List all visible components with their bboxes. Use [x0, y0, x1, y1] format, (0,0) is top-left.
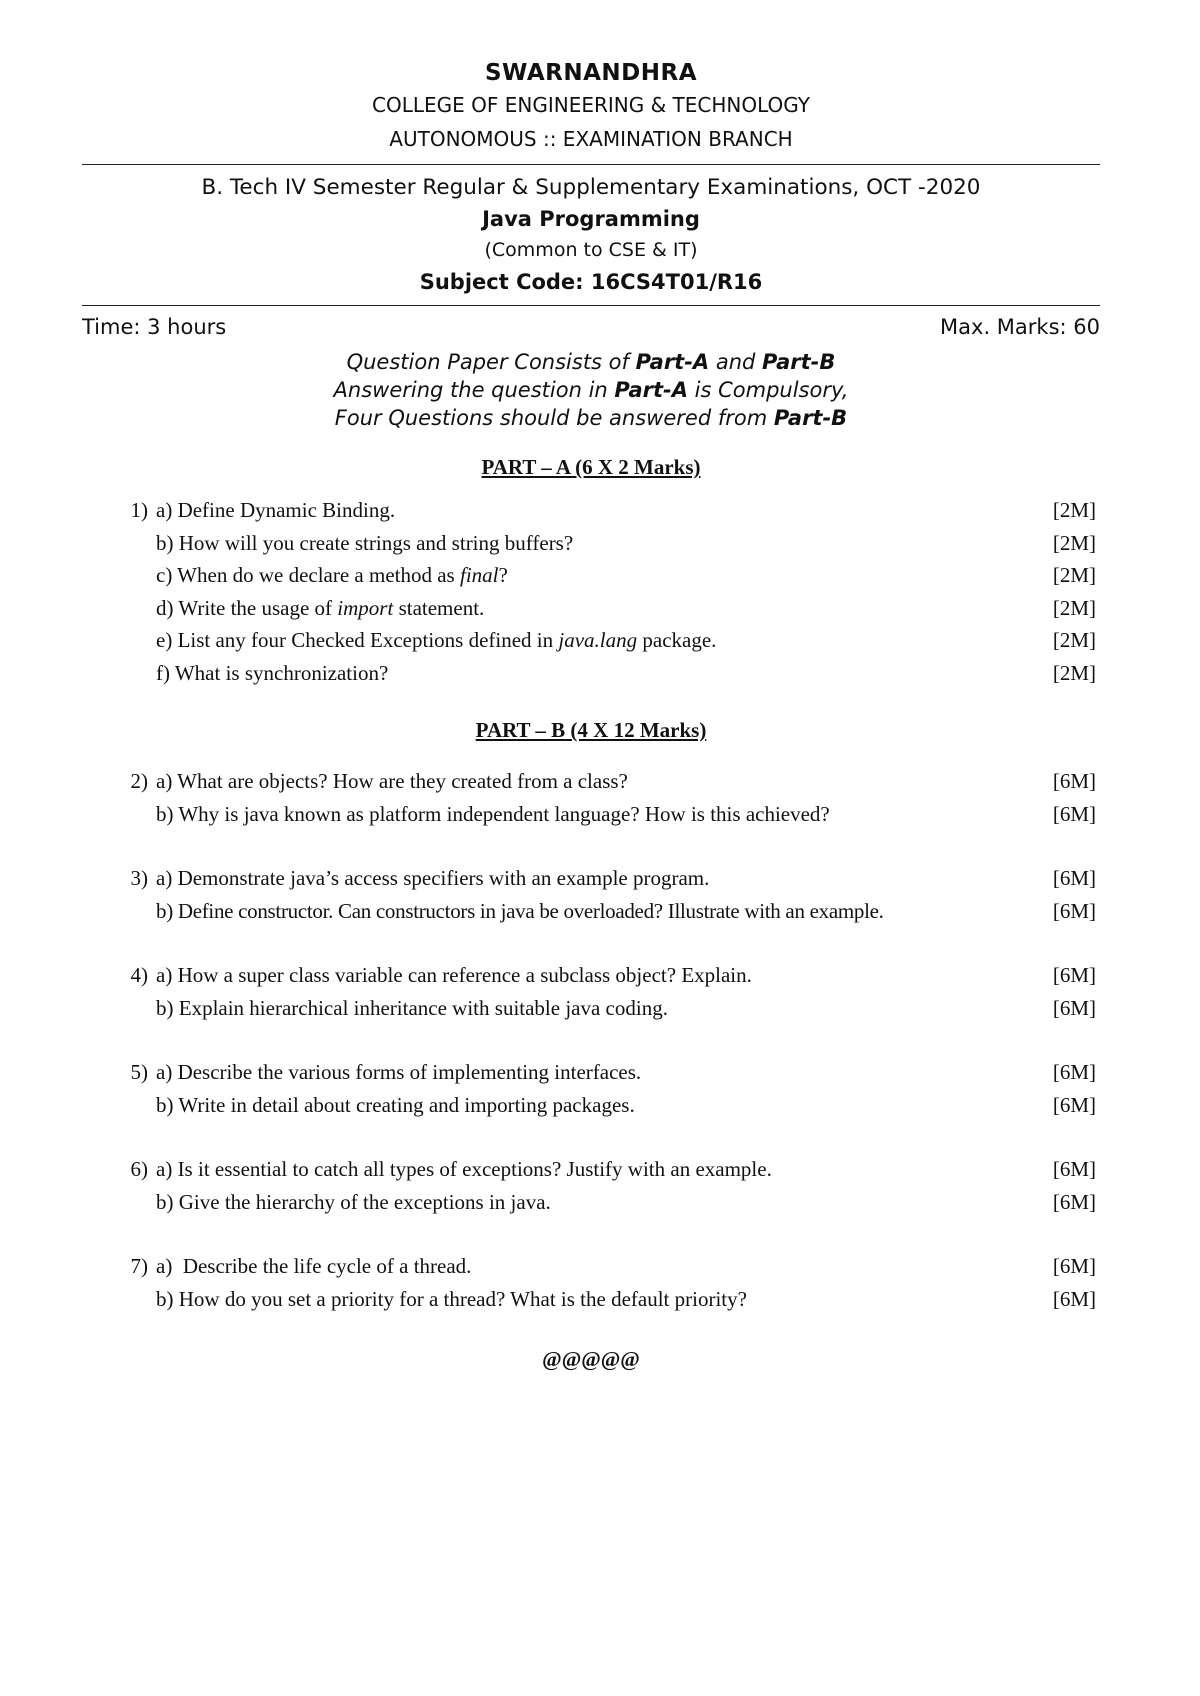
question-text: b) Why is java known as platform independent language? How is this achieved?: [156, 801, 830, 826]
question-text: a) Define Dynamic Binding.: [156, 498, 396, 522]
question-text: b) Define constructor. Can constructors in java be overloaded? Illustrate with an example.: [156, 898, 884, 923]
question-text: a) Is it essential to catch all types of exceptions? Justify with an example.: [156, 1157, 772, 1181]
question-paper: [82, 58, 1100, 1372]
question-text: a) Describe the various forms of implementing interfaces.: [156, 1060, 642, 1084]
question-line: [82, 494, 1100, 527]
question-text: d) Write the usage of import statement.: [156, 595, 485, 620]
question-marks: [6M]: [1052, 898, 1096, 923]
question-marks: [6M]: [1052, 1254, 1096, 1278]
question-marks: [6M]: [1052, 1157, 1096, 1181]
question-marks: [2M]: [1052, 498, 1096, 522]
question-number: 4): [130, 963, 148, 987]
question-marks: [6M]: [1052, 801, 1096, 826]
question-text: c) When do we declare a method as final?: [156, 563, 508, 587]
exam-title: B. Tech IV Semester Regular & Supplementary Examinations, OCT -2020: [201, 175, 981, 200]
part-b-question-7: [82, 1250, 1100, 1315]
question-text: a) Describe the life cycle of a thread.: [156, 1254, 472, 1278]
time-allowed: Time: 3 hours: [82, 315, 227, 339]
question-text: b) Write in detail about creating and importing packages.: [156, 1092, 635, 1117]
question-text: b) Give the hierarchy of the exceptions in java.: [156, 1189, 551, 1214]
question-text: a) How a super class variable can reference a subclass object? Explain.: [156, 963, 752, 987]
part-b-question-3: [82, 862, 1100, 927]
part-b-question-2: [82, 765, 1100, 830]
part-a-heading: PART – A (6 X 2 Marks): [481, 455, 701, 479]
divider-bottom: [82, 305, 1100, 306]
subject-code: Subject Code: 16CS4T01/R16: [419, 270, 763, 294]
end-of-paper-mark: @@@@@: [542, 1347, 640, 1371]
question-marks: [6M]: [1052, 1286, 1096, 1311]
question-line: [82, 592, 1100, 625]
question-marks: [6M]: [1052, 769, 1096, 793]
subject-name: Java Programming: [482, 207, 700, 231]
instruction-line-3: Four Questions should be answered from Part-B: [334, 406, 848, 430]
question-marks: [6M]: [1052, 963, 1096, 987]
question-number: 2): [130, 769, 148, 793]
question-number: 6): [130, 1157, 148, 1181]
instruction-line-1: Question Paper Consists of Part-A and Part-B: [346, 350, 836, 374]
part-b-question-4: [82, 959, 1100, 1024]
question-text: b) How do you set a priority for a thread? What is the default priority?: [156, 1286, 747, 1311]
college-subtitle: COLLEGE OF ENGINEERING & TECHNOLOGY: [372, 93, 810, 117]
part-b-heading: PART – B (4 X 12 Marks): [475, 718, 707, 742]
question-marks: [2M]: [1052, 628, 1096, 652]
question-line: [82, 624, 1100, 657]
part-b-question-6: [82, 1153, 1100, 1218]
examination-branch: AUTONOMOUS :: EXAMINATION BRANCH: [389, 127, 793, 151]
question-marks: [2M]: [1052, 530, 1096, 555]
question-text: e) List any four Checked Exceptions defined in java.lang package.: [156, 628, 717, 652]
instructions: [82, 348, 1100, 432]
college-name: SWARNANDHRA: [484, 60, 698, 86]
question-text: b) Explain hierarchical inheritance with suitable java coding.: [156, 995, 668, 1020]
question-number: 3): [130, 866, 148, 890]
divider-top: [82, 164, 1100, 165]
question-text: a) What are objects? How are they created from a class?: [156, 769, 628, 793]
time-marks-row: [82, 312, 1100, 342]
question-marks: [6M]: [1052, 1092, 1096, 1117]
question-marks: [6M]: [1052, 866, 1096, 890]
common-to: (Common to CSE & IT): [484, 239, 698, 261]
question-line: [82, 559, 1100, 592]
question-text: b) How will you create strings and string buffers?: [156, 530, 574, 555]
part-a-question-1: [82, 494, 1100, 689]
part-b-question-5: [82, 1056, 1100, 1121]
question-number: 7): [130, 1254, 148, 1278]
part-b-questions: [82, 765, 1100, 1315]
max-marks: Max. Marks: 60: [940, 315, 1100, 339]
question-marks: [2M]: [1052, 660, 1096, 685]
question-line: [82, 657, 1100, 690]
question-marks: [6M]: [1052, 995, 1096, 1020]
question-number: 5): [130, 1060, 148, 1084]
question-text: f) What is synchronization?: [156, 660, 389, 685]
question-marks: [2M]: [1052, 563, 1096, 587]
question-marks: [6M]: [1052, 1060, 1096, 1084]
question-marks: [6M]: [1052, 1189, 1096, 1214]
question-marks: [2M]: [1052, 595, 1096, 620]
question-number: 1): [130, 498, 148, 522]
question-line: [82, 527, 1100, 560]
question-text: a) Demonstrate java’s access specifiers with an example program.: [156, 866, 710, 890]
instruction-line-2: Answering the question in Part-A is Compulsory,: [333, 378, 849, 402]
